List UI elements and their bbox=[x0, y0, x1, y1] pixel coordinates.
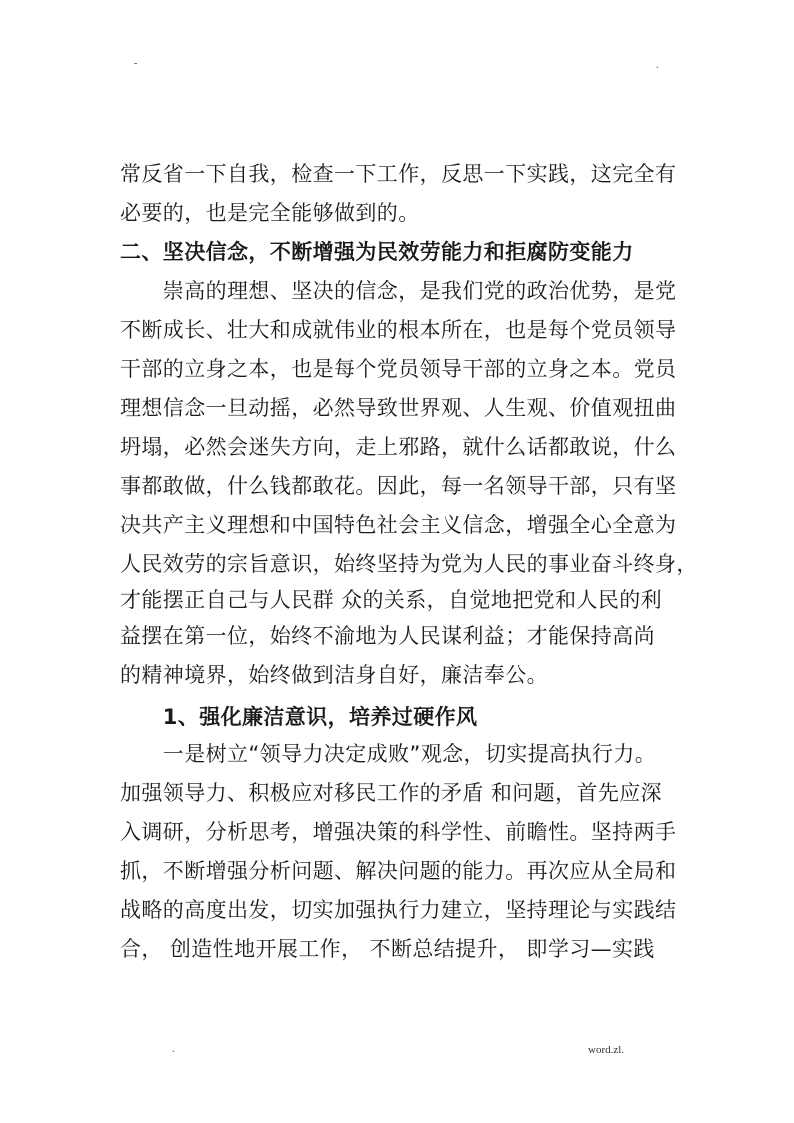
subsection-heading: 1、强化廉洁意识，培养过硬作风 bbox=[120, 705, 478, 729]
text-line: 崇高的理想、坚决的信念，是我们党的政治优势，是党 bbox=[120, 279, 677, 303]
header-right-mark: . bbox=[656, 60, 659, 71]
text-line: 一是树立“领导力决定成败”观念，切实提高执行力。 bbox=[120, 742, 657, 766]
text-line: 人民效劳的宗旨意识，始终坚持为党为人民的事业奋斗终身， bbox=[120, 552, 698, 576]
header-left-mark: - bbox=[134, 58, 138, 69]
text-line: 才能摆正自己与人民群 众的关系，自觉地把党和人民的利 bbox=[120, 588, 663, 612]
text-line: 益摆在第一位，始终不渝地为人民谋利益；才能保持高尚 bbox=[120, 624, 655, 648]
text-line: 理想信念一旦动摇，必然导致世界观、人生观、价值观扭曲 bbox=[120, 396, 677, 420]
text-line: 必要的，也是完全能够做到的。 bbox=[120, 201, 420, 225]
text-line: 战略的高度出发，切实加强执行力建立，坚持理论与实践结 bbox=[120, 898, 677, 922]
text-line: 入调研，分析思考，增强决策的科学性、前瞻性。坚持两手 bbox=[120, 820, 677, 844]
text-line: 干部的立身之本，也是每个党员领导干部的立身之本。党员 bbox=[120, 357, 677, 381]
text-line: 加强领导力、积极应对移民工作的矛盾 和问题，首先应深 bbox=[120, 781, 663, 805]
text-line: 合， 创造性地开展工作， 不断总结提升， 即学习—实践 bbox=[120, 937, 655, 961]
text-line: 决共产主义理想和中国特色社会主义信念，增强全心全意为 bbox=[120, 513, 677, 537]
text-line: 坍塌，必然会迷失方向，走上邪路，就什么话都敢说，什么 bbox=[120, 435, 677, 459]
footer-text: word.zl. bbox=[588, 1044, 625, 1056]
section-heading: 二、坚决信念，不断增强为民效劳能力和拒腐防变能力 bbox=[120, 240, 634, 264]
text-line: 不断成长、壮大和成就伟业的根本所在，也是每个党员领导 bbox=[120, 318, 677, 342]
text-line: 事都敢做，什么钱都敢花。因此，每一名领导干部，只有坚 bbox=[120, 474, 677, 498]
text-line: 常反省一下自我，检查一下工作，反思一下实践，这完全有 bbox=[120, 162, 677, 186]
text-line: 抓，不断增强分析问题、解决问题的能力。再次应从全局和 bbox=[120, 859, 677, 883]
footer-left-mark: . bbox=[172, 1044, 175, 1055]
text-line: 的精神境界，始终做到洁身自好，廉洁奉公。 bbox=[120, 663, 548, 687]
